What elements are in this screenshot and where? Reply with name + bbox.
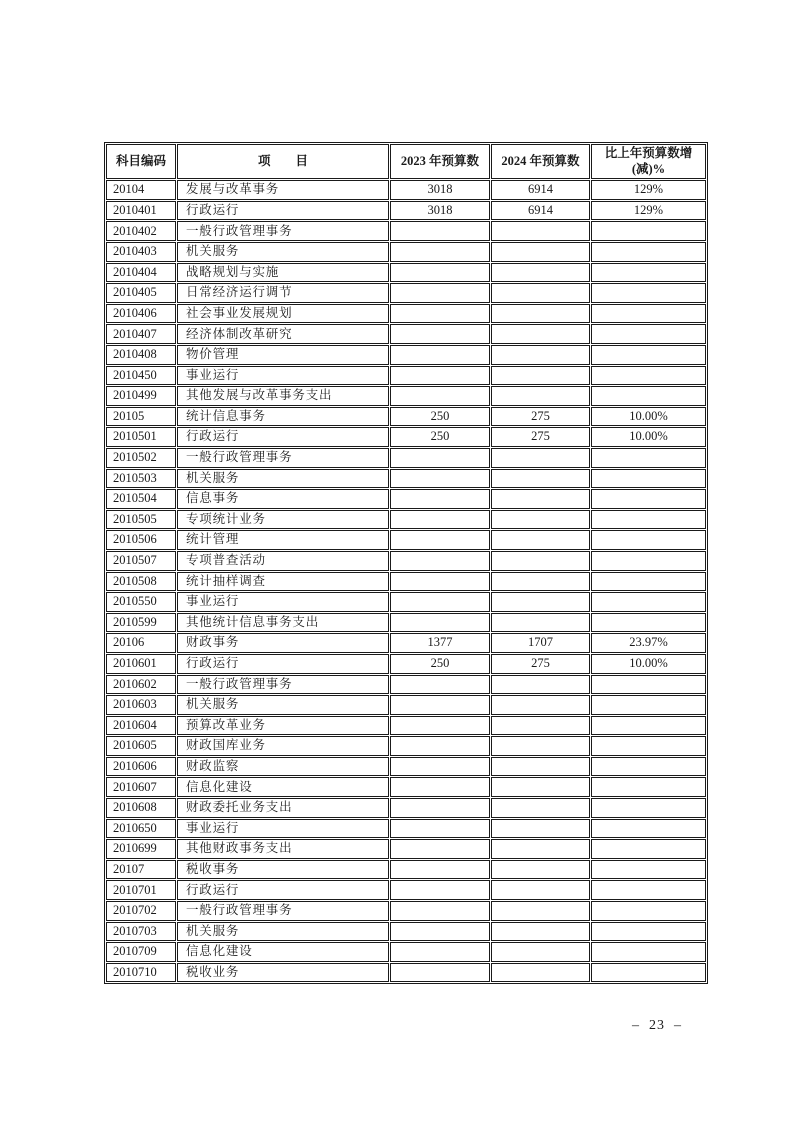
item-cell: 其他财政事务支出 <box>177 839 389 859</box>
budget-2023-cell <box>390 860 490 880</box>
change-percent-cell <box>591 963 706 983</box>
code-cell: 2010404 <box>106 263 176 283</box>
change-percent-cell <box>591 572 706 592</box>
table-row <box>106 613 706 633</box>
change-percent-cell <box>591 386 706 406</box>
code-cell: 20104 <box>106 180 176 200</box>
item-cell: 事业运行 <box>177 819 389 839</box>
code-cell: 2010507 <box>106 551 176 571</box>
budget-2023-cell <box>390 757 490 777</box>
code-cell: 2010603 <box>106 695 176 715</box>
change-percent-cell <box>591 345 706 365</box>
table-row <box>106 489 706 509</box>
budget-2023-cell <box>390 592 490 612</box>
item-cell: 社会事业发展规划 <box>177 304 389 324</box>
budget-2023-cell <box>390 324 490 344</box>
budget-2023-cell <box>390 489 490 509</box>
column-header-item: 项 目 <box>177 144 389 179</box>
table-row <box>106 386 706 406</box>
budget-2024-cell <box>491 551 590 571</box>
budget-2023-cell <box>390 304 490 324</box>
budget-2024-cell <box>491 963 590 983</box>
code-cell: 2010508 <box>106 572 176 592</box>
table-row <box>106 510 706 530</box>
budget-2024-cell <box>491 221 590 241</box>
budget-2024-cell <box>491 324 590 344</box>
page-number: – 23 – <box>632 1018 682 1033</box>
change-percent-cell <box>591 819 706 839</box>
item-cell: 经济体制改革研究 <box>177 324 389 344</box>
budget-2024-cell <box>491 860 590 880</box>
item-cell: 税收业务 <box>177 963 389 983</box>
code-cell: 2010505 <box>106 510 176 530</box>
code-cell: 2010502 <box>106 448 176 468</box>
code-cell: 2010503 <box>106 469 176 489</box>
code-cell: 2010602 <box>106 675 176 695</box>
code-cell: 2010506 <box>106 530 176 550</box>
code-cell: 2010408 <box>106 345 176 365</box>
code-cell: 2010710 <box>106 963 176 983</box>
change-percent-cell <box>591 860 706 880</box>
table-row <box>106 860 706 880</box>
item-cell: 统计信息事务 <box>177 407 389 427</box>
item-cell: 行政运行 <box>177 654 389 674</box>
item-cell: 一般行政管理事务 <box>177 675 389 695</box>
budget-2024-cell <box>491 283 590 303</box>
table-row <box>106 242 706 262</box>
item-cell: 其他发展与改革事务支出 <box>177 386 389 406</box>
item-cell: 事业运行 <box>177 592 389 612</box>
item-cell: 行政运行 <box>177 427 389 447</box>
item-cell: 预算改革业务 <box>177 716 389 736</box>
budget-2023-cell <box>390 880 490 900</box>
code-cell: 2010701 <box>106 880 176 900</box>
change-percent-cell <box>591 695 706 715</box>
budget-table-body <box>106 180 706 982</box>
table-row <box>106 633 706 653</box>
budget-2023-cell: 250 <box>390 407 490 427</box>
budget-2024-cell: 275 <box>491 407 590 427</box>
budget-table <box>104 142 708 984</box>
budget-2024-cell: 6914 <box>491 201 590 221</box>
table-row <box>106 324 706 344</box>
budget-2023-cell <box>390 386 490 406</box>
table-row <box>106 572 706 592</box>
budget-2024-cell <box>491 942 590 962</box>
code-cell: 2010403 <box>106 242 176 262</box>
code-cell: 2010405 <box>106 283 176 303</box>
change-percent-cell <box>591 942 706 962</box>
budget-2024-cell <box>491 675 590 695</box>
budget-2024-cell <box>491 489 590 509</box>
item-cell: 机关服务 <box>177 469 389 489</box>
item-cell: 统计抽样调查 <box>177 572 389 592</box>
table-row <box>106 942 706 962</box>
table-row <box>106 963 706 983</box>
item-cell: 财政国库业务 <box>177 736 389 756</box>
item-cell: 其他统计信息事务支出 <box>177 613 389 633</box>
budget-2024-cell <box>491 798 590 818</box>
item-cell: 信息化建设 <box>177 777 389 797</box>
budget-2024-cell <box>491 366 590 386</box>
column-header-budget-2024: 2024 年预算数 <box>491 144 590 179</box>
code-cell: 2010501 <box>106 427 176 447</box>
table-row <box>106 901 706 921</box>
budget-2024-cell <box>491 736 590 756</box>
item-cell: 战略规划与实施 <box>177 263 389 283</box>
item-cell: 一般行政管理事务 <box>177 448 389 468</box>
table-row <box>106 736 706 756</box>
code-cell: 2010450 <box>106 366 176 386</box>
table-row <box>106 304 706 324</box>
change-percent-cell: 129% <box>591 201 706 221</box>
change-percent-cell <box>591 510 706 530</box>
item-cell: 机关服务 <box>177 922 389 942</box>
code-cell: 20105 <box>106 407 176 427</box>
budget-2024-cell: 275 <box>491 427 590 447</box>
change-percent-cell <box>591 448 706 468</box>
change-percent-cell <box>591 613 706 633</box>
budget-2024-cell <box>491 530 590 550</box>
code-cell: 2010550 <box>106 592 176 612</box>
change-percent-cell: 23.97% <box>591 633 706 653</box>
code-cell: 2010604 <box>106 716 176 736</box>
change-percent-cell <box>591 736 706 756</box>
budget-2023-cell <box>390 221 490 241</box>
budget-2023-cell <box>390 777 490 797</box>
budget-2023-cell <box>390 283 490 303</box>
budget-2023-cell: 250 <box>390 654 490 674</box>
table-row <box>106 530 706 550</box>
item-cell: 行政运行 <box>177 880 389 900</box>
item-cell: 机关服务 <box>177 242 389 262</box>
table-row <box>106 366 706 386</box>
code-cell: 2010605 <box>106 736 176 756</box>
budget-2023-cell <box>390 366 490 386</box>
table-row <box>106 407 706 427</box>
table-row <box>106 922 706 942</box>
code-cell: 2010406 <box>106 304 176 324</box>
item-cell: 财政监察 <box>177 757 389 777</box>
table-row <box>106 283 706 303</box>
change-percent-cell <box>591 901 706 921</box>
change-percent-cell <box>591 263 706 283</box>
table-row <box>106 695 706 715</box>
change-percent-cell <box>591 675 706 695</box>
budget-2023-cell: 3018 <box>390 201 490 221</box>
table-row <box>106 551 706 571</box>
budget-2023-cell <box>390 263 490 283</box>
budget-2023-cell <box>390 942 490 962</box>
table-row <box>106 592 706 612</box>
code-cell: 2010709 <box>106 942 176 962</box>
code-cell: 2010599 <box>106 613 176 633</box>
code-cell: 2010407 <box>106 324 176 344</box>
table-row <box>106 201 706 221</box>
table-row <box>106 777 706 797</box>
change-percent-cell <box>591 242 706 262</box>
table-row <box>106 263 706 283</box>
change-percent-cell: 10.00% <box>591 427 706 447</box>
budget-2023-cell <box>390 345 490 365</box>
change-percent-cell <box>591 283 706 303</box>
budget-2023-cell <box>390 675 490 695</box>
change-percent-cell: 10.00% <box>591 407 706 427</box>
code-cell: 2010499 <box>106 386 176 406</box>
change-percent-cell <box>591 798 706 818</box>
table-row <box>106 757 706 777</box>
change-percent-cell: 129% <box>591 180 706 200</box>
budget-2024-cell <box>491 839 590 859</box>
change-percent-cell <box>591 530 706 550</box>
code-cell: 2010650 <box>106 819 176 839</box>
change-percent-cell <box>591 880 706 900</box>
change-percent-cell <box>591 304 706 324</box>
budget-2024-cell <box>491 510 590 530</box>
code-cell: 2010703 <box>106 922 176 942</box>
budget-2023-cell <box>390 551 490 571</box>
budget-2023-cell <box>390 736 490 756</box>
column-header-budget-2023: 2023 年预算数 <box>390 144 490 179</box>
code-cell: 20107 <box>106 860 176 880</box>
budget-2024-cell: 275 <box>491 654 590 674</box>
change-percent-cell <box>591 922 706 942</box>
change-percent-cell <box>591 777 706 797</box>
item-cell: 事业运行 <box>177 366 389 386</box>
item-cell: 信息化建设 <box>177 942 389 962</box>
change-percent-cell <box>591 324 706 344</box>
item-cell: 行政运行 <box>177 201 389 221</box>
change-percent-cell <box>591 489 706 509</box>
budget-2024-cell <box>491 304 590 324</box>
budget-2024-cell <box>491 695 590 715</box>
budget-2023-cell <box>390 839 490 859</box>
table-row <box>106 654 706 674</box>
code-cell: 2010401 <box>106 201 176 221</box>
budget-2024-cell <box>491 469 590 489</box>
budget-2023-cell <box>390 819 490 839</box>
code-cell: 2010699 <box>106 839 176 859</box>
change-percent-cell: 10.00% <box>591 654 706 674</box>
budget-2023-cell <box>390 695 490 715</box>
budget-2023-cell <box>390 572 490 592</box>
table-row <box>106 880 706 900</box>
budget-2024-cell <box>491 263 590 283</box>
item-cell: 专项普查活动 <box>177 551 389 571</box>
table-row <box>106 345 706 365</box>
code-cell: 2010702 <box>106 901 176 921</box>
change-percent-cell <box>591 366 706 386</box>
budget-2024-cell <box>491 242 590 262</box>
change-percent-cell <box>591 757 706 777</box>
change-percent-cell <box>591 716 706 736</box>
change-percent-cell <box>591 839 706 859</box>
budget-2024-cell <box>491 922 590 942</box>
item-cell: 专项统计业务 <box>177 510 389 530</box>
code-cell: 2010402 <box>106 221 176 241</box>
budget-2024-cell <box>491 345 590 365</box>
item-cell: 日常经济运行调节 <box>177 283 389 303</box>
item-cell: 物价管理 <box>177 345 389 365</box>
budget-2024-cell <box>491 448 590 468</box>
item-cell: 统计管理 <box>177 530 389 550</box>
table-row <box>106 839 706 859</box>
table-row <box>106 221 706 241</box>
header-row <box>106 144 706 179</box>
budget-2024-cell <box>491 901 590 921</box>
budget-2023-cell <box>390 613 490 633</box>
budget-2024-cell <box>491 777 590 797</box>
change-percent-cell <box>591 551 706 571</box>
item-cell: 财政委托业务支出 <box>177 798 389 818</box>
budget-2023-cell <box>390 963 490 983</box>
budget-2024-cell <box>491 572 590 592</box>
change-percent-cell <box>591 469 706 489</box>
budget-2024-cell <box>491 592 590 612</box>
budget-2023-cell <box>390 716 490 736</box>
item-cell: 一般行政管理事务 <box>177 901 389 921</box>
budget-2024-cell <box>491 819 590 839</box>
budget-2023-cell <box>390 798 490 818</box>
table-row <box>106 427 706 447</box>
budget-2024-cell <box>491 757 590 777</box>
budget-2023-cell <box>390 530 490 550</box>
code-cell: 2010601 <box>106 654 176 674</box>
table-row <box>106 819 706 839</box>
budget-2023-cell <box>390 242 490 262</box>
budget-2023-cell: 250 <box>390 427 490 447</box>
item-cell: 一般行政管理事务 <box>177 221 389 241</box>
code-cell: 2010606 <box>106 757 176 777</box>
budget-2024-cell: 1707 <box>491 633 590 653</box>
code-cell: 20106 <box>106 633 176 653</box>
table-row <box>106 180 706 200</box>
budget-2023-cell <box>390 510 490 530</box>
budget-2023-cell <box>390 469 490 489</box>
column-header-change-percent: 比上年预算数增(减)% <box>591 144 706 179</box>
change-percent-cell <box>591 221 706 241</box>
budget-2024-cell <box>491 716 590 736</box>
budget-2023-cell <box>390 448 490 468</box>
budget-2023-cell <box>390 901 490 921</box>
budget-2023-cell: 1377 <box>390 633 490 653</box>
table-row <box>106 448 706 468</box>
change-percent-cell <box>591 592 706 612</box>
budget-2024-cell <box>491 613 590 633</box>
code-cell: 2010607 <box>106 777 176 797</box>
budget-2024-cell <box>491 386 590 406</box>
table-row <box>106 716 706 736</box>
budget-2024-cell: 6914 <box>491 180 590 200</box>
item-cell: 税收事务 <box>177 860 389 880</box>
budget-table-header <box>106 144 706 179</box>
code-cell: 2010608 <box>106 798 176 818</box>
column-header-code: 科目编码 <box>106 144 176 179</box>
item-cell: 机关服务 <box>177 695 389 715</box>
table-row <box>106 798 706 818</box>
code-cell: 2010504 <box>106 489 176 509</box>
item-cell: 发展与改革事务 <box>177 180 389 200</box>
budget-2023-cell <box>390 922 490 942</box>
budget-2023-cell: 3018 <box>390 180 490 200</box>
table-row <box>106 675 706 695</box>
budget-2024-cell <box>491 880 590 900</box>
item-cell: 信息事务 <box>177 489 389 509</box>
item-cell: 财政事务 <box>177 633 389 653</box>
table-row <box>106 469 706 489</box>
